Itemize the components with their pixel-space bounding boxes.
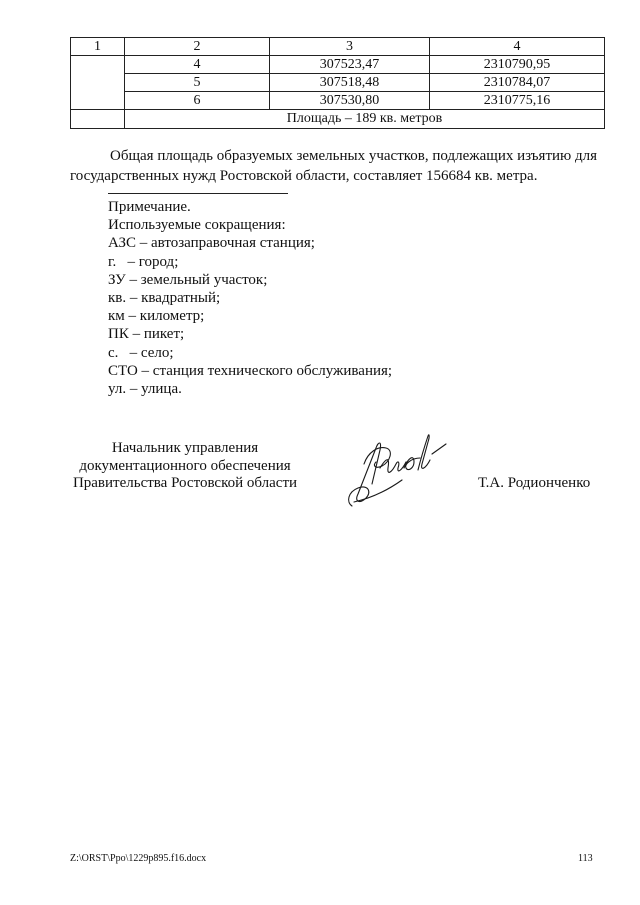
signatory-title-line: Начальник управления xyxy=(111,440,259,456)
list-item: с. – село; xyxy=(108,344,174,361)
signatory-name: Т.А. Родионченко xyxy=(478,475,591,491)
signatory-title-line: документационного обеспечения xyxy=(79,457,291,474)
table-header-cell: 3 xyxy=(270,38,430,56)
table-header-row xyxy=(71,38,605,56)
list-item: ЗУ – земельный участок; xyxy=(108,271,268,288)
table-area-row xyxy=(71,110,605,129)
coordinates-table xyxy=(70,37,605,129)
x-coordinate-cell: 307523,47 xyxy=(270,56,430,74)
area-cell: Площадь – 189 кв. метров xyxy=(125,110,605,129)
point-number-cell: 5 xyxy=(125,74,270,92)
empty-cell xyxy=(71,110,125,129)
list-item: кв. – квадратный; xyxy=(108,290,221,307)
x-coordinate-cell: 307530,80 xyxy=(270,92,430,110)
list-item: СТО – станция технического обслуживания; xyxy=(108,362,393,379)
y-coordinate-cell: 2310790,95 xyxy=(430,56,605,74)
table-row xyxy=(71,74,605,92)
footnote-divider xyxy=(108,193,288,194)
list-item: ул. – улица. xyxy=(108,381,182,398)
summary-paragraph: Общая площадь образуемых земельных участков, подлежащих изъятию для государственных нужд Ростовской области, составляет 156684 кв. метра. xyxy=(70,148,598,184)
table-row xyxy=(71,92,605,110)
merged-empty-cell xyxy=(71,56,125,110)
abbreviations-list xyxy=(108,198,392,398)
handwritten-signature xyxy=(342,428,452,510)
footer-file-path: Z:\ORST\Ppo\1229p895.f16.docx xyxy=(70,853,207,864)
x-coordinate-cell: 307518,48 xyxy=(270,74,430,92)
page-number: 113 xyxy=(578,853,593,864)
list-item: км – километр; xyxy=(108,308,205,325)
list-item: г. – город; xyxy=(108,253,179,270)
table-header-cell: 4 xyxy=(430,38,605,56)
table-row xyxy=(71,56,605,74)
list-item: АЗС – автозаправочная станция; xyxy=(108,235,315,252)
list-item: ПК – пикет; xyxy=(108,326,185,343)
signatory-title-line: Правительства Ростовской области xyxy=(72,475,298,491)
point-number-cell: 4 xyxy=(125,56,270,74)
notes-subtitle: Используемые сокращения: xyxy=(108,217,286,234)
point-number-cell: 6 xyxy=(125,92,270,110)
table-header-cell: 1 xyxy=(71,38,125,56)
y-coordinate-cell: 2310784,07 xyxy=(430,74,605,92)
notes-title: Примечание. xyxy=(108,199,191,215)
signatory-title xyxy=(70,440,300,493)
table-header-cell: 2 xyxy=(125,38,270,56)
y-coordinate-cell: 2310775,16 xyxy=(430,92,605,110)
